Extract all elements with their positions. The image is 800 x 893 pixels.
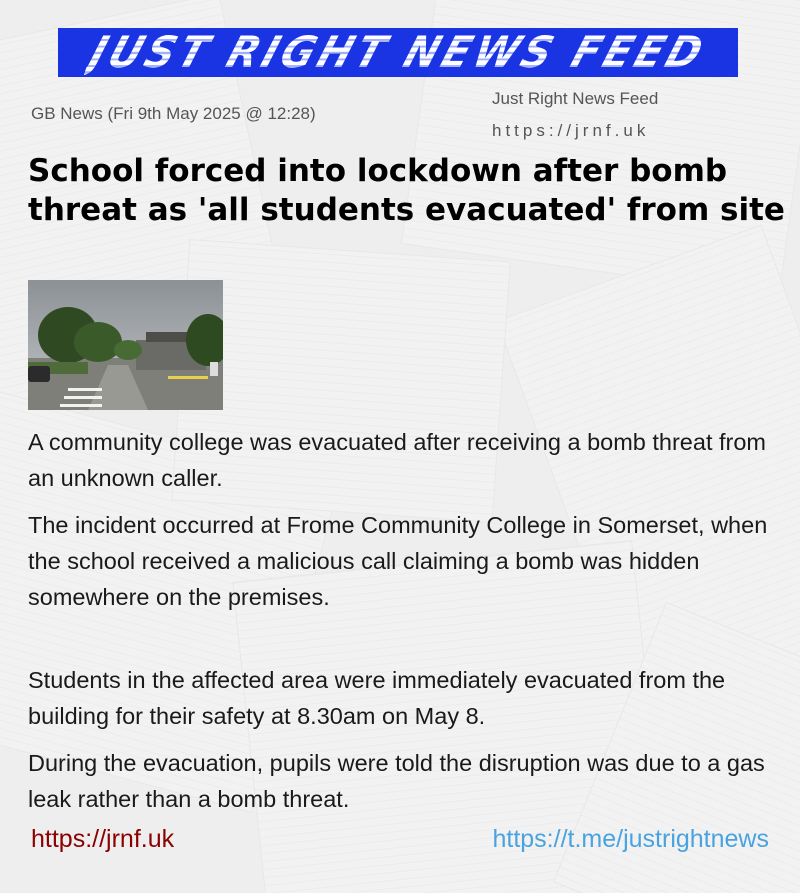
article-paragraph: During the evacuation, pupils were told the disruption was due to a gas leak rather than a bomb threat.: [28, 750, 765, 812]
article-photo: [28, 280, 223, 410]
brand-url: https://jrnf.uk: [492, 121, 650, 140]
article-paragraph: A community college was evacuated after receiving a bomb threat from an unknown caller.: [28, 429, 767, 491]
brand-name: Just Right News Feed: [492, 89, 659, 108]
article-source: GB News (Fri 9th May 2025 @ 12:28): [31, 104, 316, 123]
site-banner: [58, 28, 738, 77]
article-headline: School forced into lockdown after bomb threat as 'all students evacuated' from site: [28, 153, 785, 228]
banner-title: JUST RIGHT NEWS FEED: [83, 28, 713, 77]
article-paragraph: The incident occurred at Frome Community College in Somerset, when the school received a malicious call claiming a bomb was hidden somewhere on the premises.: [28, 512, 768, 610]
site-link[interactable]: https://jrnf.uk: [31, 825, 175, 853]
article-paragraph: Students in the affected area were immediately evacuated from the building for their safety at 8.30am on May 8.: [28, 667, 726, 729]
article-body: [28, 424, 773, 828]
telegram-link[interactable]: https://t.me/justrightnews: [492, 825, 769, 853]
